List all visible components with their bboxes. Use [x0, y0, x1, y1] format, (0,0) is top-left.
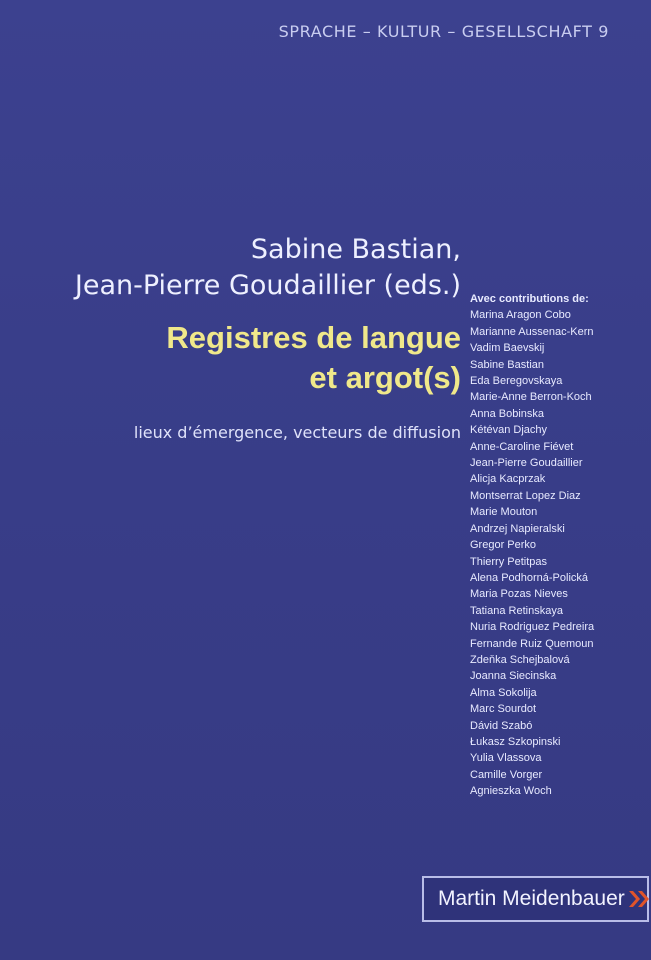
contributor-name: Tatiana Retinskaya	[470, 604, 563, 617]
publisher-name: Martin Meidenbauer	[438, 887, 625, 910]
contributor-name: Sabine Bastian	[470, 358, 544, 371]
contributor-name: Yulia Vlassova	[470, 752, 542, 765]
authors	[75, 232, 461, 304]
contributor-name: Eda Beregovskaya	[470, 375, 563, 388]
contributor-name: Alicja Kacprzak	[470, 473, 546, 486]
series-title: SPRACHE – KULTUR – GESELLSCHAFT 9	[278, 22, 609, 41]
book-title	[166, 318, 461, 398]
contributor-name: Montserrat Lopez Diaz	[470, 489, 581, 502]
contributors-heading: Avec contributions de:	[470, 293, 589, 305]
contributor-name: Jean-Pierre Goudaillier	[470, 457, 583, 470]
contributor-name: Marie-Anne Berron-Koch	[470, 391, 592, 404]
author-line-2: Jean-Pierre Goudaillier (eds.)	[74, 270, 461, 301]
title-line-2: et argot(s)	[309, 360, 461, 395]
contributor-name: Anna Bobinska	[470, 407, 544, 420]
contributor-name: Marc Sourdot	[470, 703, 537, 716]
contributor-name: Alma Sokolija	[470, 686, 537, 699]
contributor-name: Nuria Rodriguez Pedreira	[470, 621, 595, 634]
contributor-name: Zdeňka Schejbalová	[470, 653, 570, 666]
contributor-name: Thierry Petitpas	[470, 555, 548, 568]
contributor-name: Andrzej Napieralski	[470, 522, 565, 535]
contributor-name: Anne-Caroline Fiévet	[470, 440, 574, 453]
publisher-logo	[422, 876, 649, 922]
contributor-name: Kétévan Djachy	[470, 424, 548, 437]
contributor-name: Alena Podhorná-Polická	[470, 571, 589, 584]
contributor-name: Gregor Perko	[470, 539, 537, 552]
contributor-name: Łukasz Szkopinski	[470, 735, 561, 748]
double-chevron-right-icon	[629, 889, 651, 909]
contributor-name: Maria Pozas Nieves	[470, 588, 568, 601]
contributor-name: Agnieszka Woch	[470, 785, 552, 798]
contributors-list	[470, 291, 594, 800]
title-line-1: Registres de langue	[166, 320, 461, 355]
contributor-name: Joanna Siecinska	[470, 670, 557, 683]
contributor-name: Marina Aragon Cobo	[470, 309, 571, 322]
chevron-1	[629, 891, 640, 907]
contributor-name: Fernande Ruiz Quemoun	[470, 637, 594, 650]
contributor-name: Vadim Baevskij	[470, 342, 545, 355]
contributor-name: Marianne Aussenac-Kern	[470, 325, 594, 338]
author-line-1: Sabine Bastian,	[250, 234, 461, 265]
contributor-name: Camille Vorger	[470, 768, 543, 781]
contributor-name: Dávid Szabó	[470, 719, 533, 732]
contributor-name: Marie Mouton	[470, 506, 538, 519]
book-subtitle: lieux d’émergence, vecteurs de diffusion	[133, 423, 461, 442]
